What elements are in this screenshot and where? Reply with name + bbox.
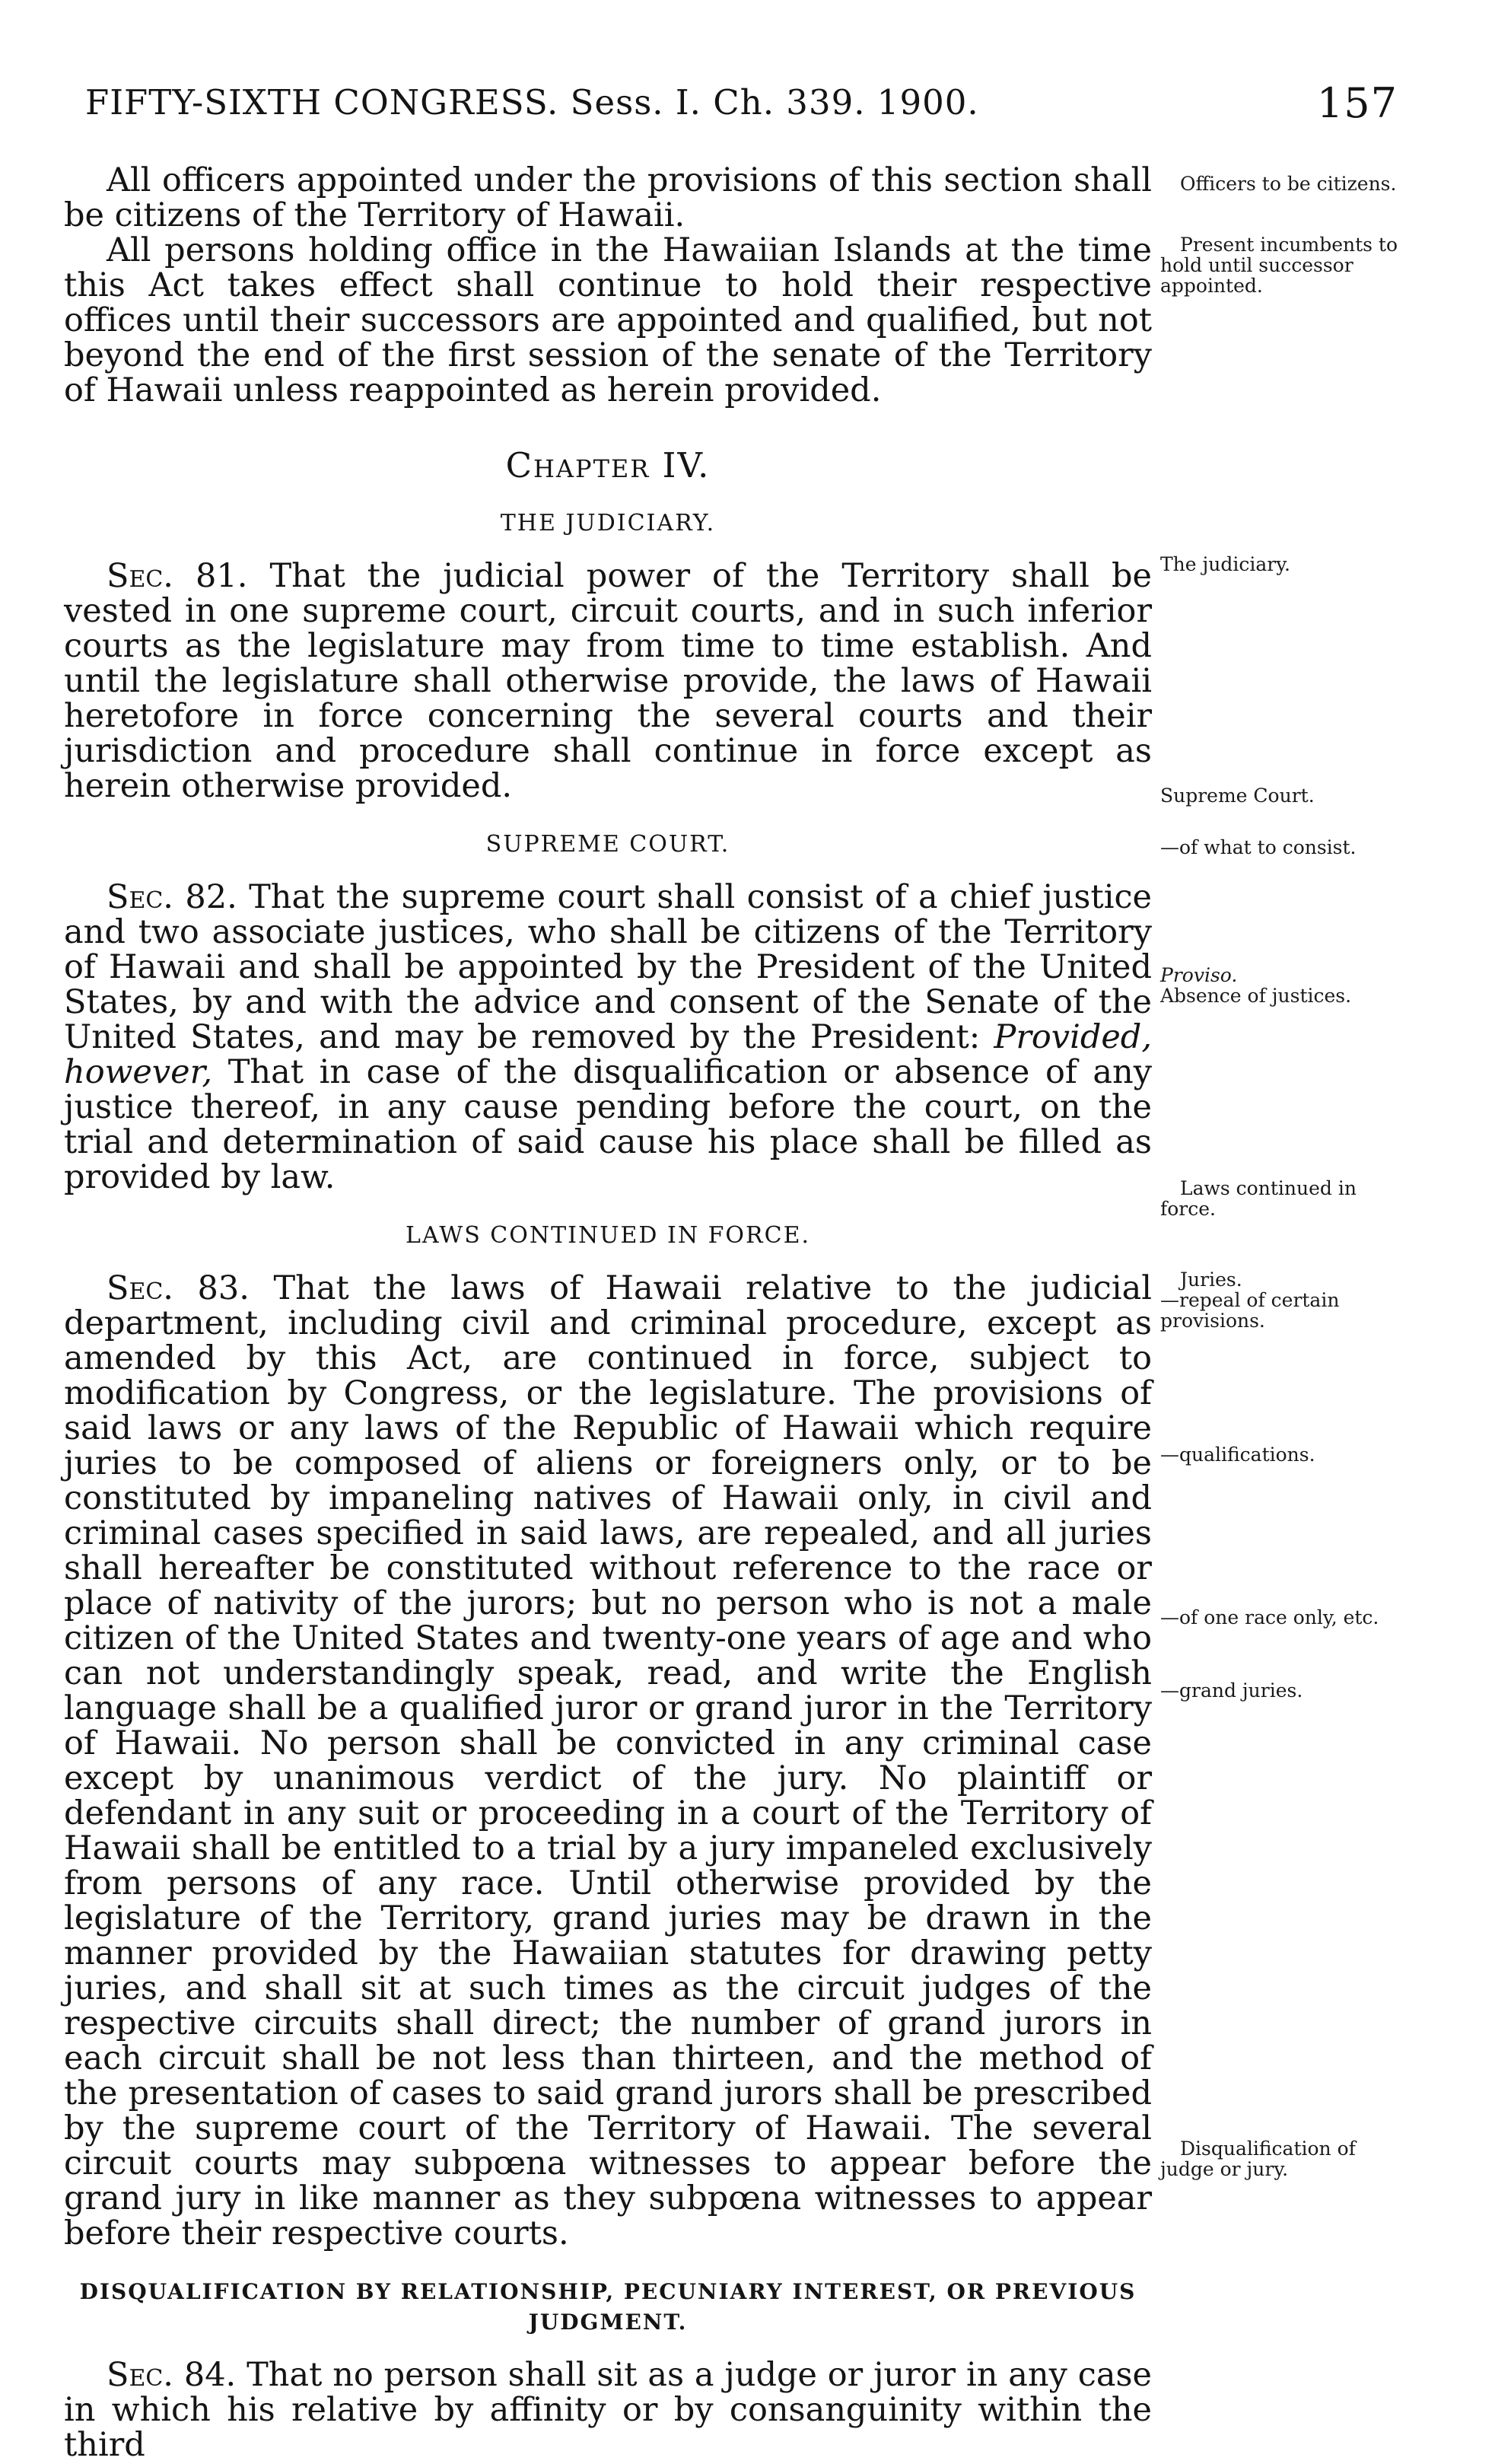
margin-note-what-to-consist: —of what to consist. bbox=[1160, 836, 1357, 858]
paragraph-officers-citizens: All officers appointed under the provisions of this section shall be citizens of the Territory of Hawaii. bbox=[64, 161, 1152, 234]
section-81-text: That the judicial power of the Territory shall be vested in one supreme court, circuit courts, and in such inferior courts as the legislature may from time to time establish. And until the legislature shall otherwise provide, the laws of Hawaii heretofore in force concerning the several courts and their jurisdiction and procedure shall continue in force except as herein otherwise provided. bbox=[64, 557, 1152, 805]
main-text bbox=[64, 163, 1152, 2462]
heading-laws-continued: LAWS CONTINUED IN FORCE. bbox=[406, 1222, 810, 1249]
section-84-label: Sec. 84. bbox=[107, 2356, 237, 2394]
margin-note-incumbents: Present incumbents to hold until successor appointed. bbox=[1160, 234, 1398, 297]
margin-note-officers: Officers to be citizens. bbox=[1180, 173, 1397, 195]
margin-note-proviso bbox=[1160, 965, 1411, 1006]
margin-note-absence: Absence of justices. bbox=[1160, 985, 1352, 1007]
section-84 bbox=[64, 2357, 1152, 2462]
running-head bbox=[85, 79, 1398, 135]
section-83-text: That the laws of Hawaii relative to the judicial department, including civil and criminal procedure, except as amended by this Act, are continued in force, subject to modification by Congress, or the legislature. The provisions of said laws or any laws of the Republic of Hawaii which require juries to be composed of aliens or foreigners only, or to be constituted by impaneling natives of Hawaii only, in civil and criminal cases specified in said laws, are repealed, and all juries shall hereafter be constituted without reference to the race or place of nativity of the jurors; but no person who is not a male citizen of the United States and twenty-one years of age and who can not understandingly speak, read, and write the English language shall be a qualified juror or grand juror in the Territory of Hawaii. No person shall be convicted in any criminal case except by unanimous verdict of the jury. No plaintiff or defendant in any suit or proceeding in a court of the Territory of Hawaii shall be entitled to a trial by a jury impaneled exclusively from persons of any race. Until otherwise provided by the legislature of the Territory, grand juries may be drawn in the manner provided by the Hawaiian statutes for drawing petty juries, and shall sit at such times as the circuit judges of the respective circuits shall direct; the number of grand jurors in each circuit shall be not less than thirteen, and the method of the presentation of cases to said grand jurors shall be prescribed by the supreme court of the Territory of Hawaii. The several circuit courts may subpœna witnesses to appear before the grand jury in like manner as they subpœna witnesses to appear before their respective courts. bbox=[64, 1269, 1152, 2252]
margin-note-disqualification: Disqualification of judge or jury. bbox=[1160, 2138, 1356, 2180]
section-82-text-a: That the supreme court shall consist of a chief justice and two associate justices, who shall be citizens of the Territory of Hawaii and shall be appointed by the President of the United States, by and with the advice and consent of the Senate of the United States, and may be removed by the President: bbox=[64, 878, 1152, 1056]
heading-supreme-court: SUPREME COURT. bbox=[485, 831, 730, 858]
running-head-title: FIFTY-SIXTH CONGRESS. Sess. I. Ch. 339. 1900. bbox=[85, 82, 979, 123]
margin-note-laws-continued: Laws continued in force. bbox=[1160, 1177, 1357, 1220]
heading-judiciary: THE JUDICIARY. bbox=[500, 510, 716, 536]
section-82-text-b: That in case of the disqualification or absence of any justice thereof, in any cause pending before the court, on the trial and determination of said cause his place shall be filled as provided by law. bbox=[64, 1053, 1152, 1196]
section-81-label: Sec. 81. bbox=[107, 557, 248, 595]
margin-note-juries-label: Juries. bbox=[1180, 1269, 1242, 1291]
margin-note-judiciary: The judiciary. bbox=[1160, 553, 1290, 575]
section-83 bbox=[64, 1271, 1152, 2251]
margin-note-proviso-label: Proviso. bbox=[1160, 964, 1238, 986]
chapter-title: Chapter IV. bbox=[505, 445, 711, 485]
margin-note-grand-juries: —grand juries. bbox=[1160, 1679, 1303, 1702]
page-number: 157 bbox=[1316, 79, 1398, 127]
margin-note-qualifications: —qualifications. bbox=[1160, 1444, 1315, 1466]
margin-note-juries bbox=[1160, 1269, 1411, 1331]
margin-note-supreme-court: Supreme Court. bbox=[1160, 785, 1315, 807]
margin-note-one-race: —of one race only, etc. bbox=[1160, 1606, 1379, 1628]
section-83-label: Sec. 83. bbox=[107, 1269, 250, 1307]
section-81 bbox=[64, 559, 1152, 804]
section-82-proviso: Provided, however, bbox=[64, 1018, 1152, 1091]
heading-disqualification: DISQUALIFICATION BY RELATIONSHIP, PECUNIARY INTEREST, OR PREVIOUS JUDGMENT. bbox=[79, 2279, 1137, 2335]
section-84-text: That no person shall sit as a judge or juror in any case in which his relative by affinity or by consanguinity within the third bbox=[64, 2356, 1152, 2464]
margin-note-repeal: —repeal of certain provisions. bbox=[1160, 1289, 1340, 1332]
section-82 bbox=[64, 880, 1152, 1195]
paragraph-present-incumbents: All persons holding office in the Hawaiian Islands at the time this Act takes effect shall continue to hold their respective offices until their successors are appointed and qualified, but not beyond the end of the first session of the senate of the Territory of Hawaii unless reappointed as herein provided. bbox=[64, 231, 1152, 409]
section-82-label: Sec. 82. bbox=[107, 878, 237, 916]
